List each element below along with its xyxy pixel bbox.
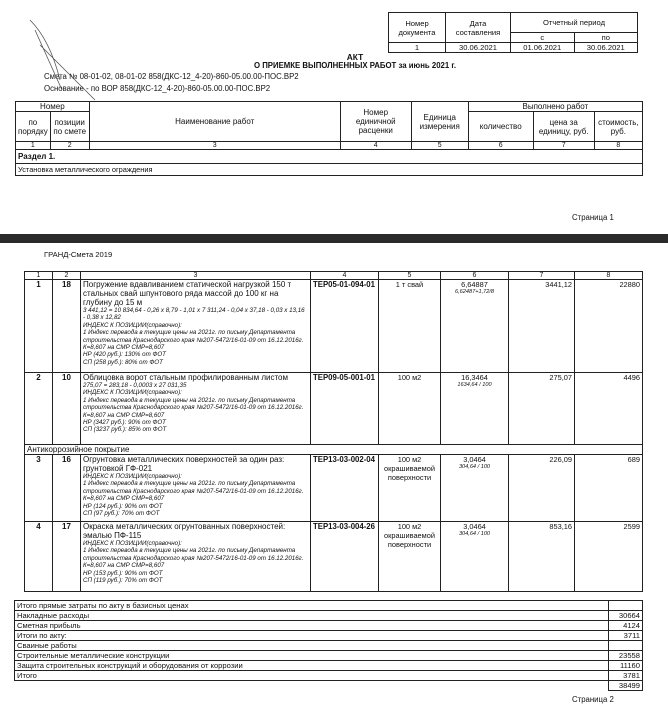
row-position: 18 <box>53 280 81 373</box>
section-title: Раздел 1. <box>16 150 643 164</box>
row-note: 3 441,12 = 10 834,64 - 0,26 x 8,79 - 1,01 x 7 311,24 - 0,04 x 37,18 - 0,03 x 13,16 - 0,38 x 12,82 <box>83 307 305 322</box>
row-note: ИНДЕКС К ПОЗИЦИИ(справочно): <box>83 473 182 480</box>
act-page-2 <box>0 243 668 715</box>
row-code: ТЕР05-01-094-01 <box>311 280 379 373</box>
number-group-header: Номер <box>16 102 90 112</box>
row-order: 3 <box>25 455 53 522</box>
act-table-body <box>24 271 643 592</box>
row-code: ТЕР13-03-002-04 <box>311 455 379 522</box>
period-from-value: 01.06.2021 <box>511 43 575 53</box>
col-num: 6 <box>441 272 509 280</box>
row-order: 4 <box>25 522 53 592</box>
row-note: СП (119 руб.): 70% от ФОТ <box>83 577 163 585</box>
row-price: 275,07 <box>509 373 575 445</box>
col-num: 6 <box>468 142 533 150</box>
row-unit: 100 м2 окрашиваемой поверхности <box>379 522 441 592</box>
total-value <box>609 641 643 651</box>
row-qty-cell <box>441 280 509 373</box>
qty-column-header: количество <box>468 112 533 142</box>
row-price: 3441,12 <box>509 280 575 373</box>
row-name: Окраска металлических огрунтованных поверхностей: эмалью ПФ-115 <box>83 522 286 540</box>
col-num: 8 <box>594 142 642 150</box>
row-note: 1 Индекс перевода в текущие цены на 2021г. по письму Департамента строительства Краснодарского края №207-5472/16-01-09 от 16.12.2016г. К=8,607 на СМР СМР=8,607 <box>83 547 304 570</box>
row-qty-formula: 1634,64 / 100 <box>457 382 492 388</box>
page-number: Страница 1 <box>572 213 614 222</box>
row-order: 2 <box>25 373 53 445</box>
position-column-header: позиции по смете <box>50 112 89 142</box>
row-name-cell <box>81 280 311 373</box>
col-num: 7 <box>533 142 594 150</box>
row-qty-cell <box>441 522 509 592</box>
page-separator <box>0 234 668 243</box>
doc-number-value: 1 <box>389 43 446 53</box>
total-label: Итоги по акту: <box>15 631 609 641</box>
row-price: 853,16 <box>509 522 575 592</box>
row-qty-formula: 6,62487+1,72/8 <box>454 289 495 295</box>
unit-column-header: Единица измерения <box>411 102 468 142</box>
total-label: Накладные расходы <box>15 611 609 621</box>
doc-number-label: Номер документа <box>389 13 446 43</box>
act-page-1 <box>0 0 668 234</box>
total-label: Итого <box>15 671 609 681</box>
subsection-title: Установка металлического ограждения <box>16 164 643 176</box>
row-position: 16 <box>53 455 81 522</box>
basis-line: Основание - по ВОР 858(ДКС-12_4-20)-860-05.00.00-ПОС.ВР2 <box>44 84 271 93</box>
total-value <box>609 601 643 611</box>
row-note: 275,07 = 283,18 - 0,0003 x 27 031,35 <box>83 382 187 389</box>
period-to-label: по <box>574 33 638 43</box>
row-note: 1 Индекс перевода в текущие цены на 2021г. по письму Департамента строительства Краснодарского края №207-5472/16-01-09 от 16.12.2016г. К=8,607 на СМР СМР=8,607 <box>83 329 304 352</box>
subsection-title: Антикоррозийное покрытие <box>25 445 643 455</box>
total-label: Итого прямые затраты по акту в базисных ценах <box>15 601 609 611</box>
row-code: ТЕР09-05-001-01 <box>311 373 379 445</box>
program-name: ГРАНД-Смета 2019 <box>44 250 113 259</box>
table-row <box>25 373 643 445</box>
total-value: 4124 <box>609 621 643 631</box>
row-cost: 4496 <box>575 373 643 445</box>
row-note: 1 Индекс перевода в текущие цены на 2021г. по письму Департамента строительства Краснодарского края №207-5472/16-01-09 от 16.12.2016г. К=8,607 на СМР СМР=8,607 <box>83 480 304 503</box>
col-num: 5 <box>411 142 468 150</box>
row-name-cell <box>81 455 311 522</box>
col-num: 4 <box>311 272 379 280</box>
col-num: 1 <box>25 272 53 280</box>
total-value: 38499 <box>609 681 643 691</box>
row-note: ИНДЕКС К ПОЗИЦИИ(справочно): <box>83 321 182 329</box>
row-note: СП (97 руб.): 70% от ФОТ <box>83 510 160 518</box>
totals-table <box>14 600 643 691</box>
smeta-line: Смета № 08-01-02, 08-01-02 858(ДКС-12_4-20)-860-05.00.00-ПОС.ВР2 <box>44 72 299 81</box>
row-position: 17 <box>53 522 81 592</box>
act-table-header <box>15 101 643 176</box>
total-label: Строительные металлические конструкции <box>15 651 609 661</box>
row-cost: 2599 <box>575 522 643 592</box>
row-unit: 100 м2 <box>379 373 441 445</box>
row-note: СП (258 руб.): 80% от ФОТ <box>83 358 163 366</box>
total-value: 3781 <box>609 671 643 681</box>
row-unit: 100 м2 окрашиваемой поверхности <box>379 455 441 522</box>
row-order: 1 <box>25 280 53 373</box>
total-label: Сметная прибыль <box>15 621 609 631</box>
total-label: Сваиные работы <box>15 641 609 651</box>
row-note: 1 Индекс перевода в текущие цены на 2021г. по письму Департамента строительства Краснодарского края №207-5472/16-01-09 от 16.12.2016г. К=8,607 на СМР СМР=8,607 <box>83 396 304 419</box>
row-unit: 1 т свай <box>379 280 441 373</box>
total-value: 11160 <box>609 661 643 671</box>
period-from-label: с <box>511 33 575 43</box>
row-note: ИНДЕКС К ПОЗИЦИИ(справочно): <box>83 540 182 547</box>
cost-column-header: стоимость, руб. <box>594 112 642 142</box>
col-num: 3 <box>89 142 340 150</box>
name-column-header: Наименование работ <box>89 102 340 142</box>
total-value: 30664 <box>609 611 643 621</box>
col-num: 4 <box>340 142 411 150</box>
row-note: НР (420 руб.): 130% от ФОТ <box>83 351 166 359</box>
table-row <box>25 455 643 522</box>
row-qty-formula: 304,64 / 100 <box>458 464 491 470</box>
row-note: НР (124 руб.): 90% от ФОТ <box>83 502 163 510</box>
table-row <box>25 522 643 592</box>
row-qty-formula: 304,64 / 100 <box>458 531 491 537</box>
page-number: Страница 2 <box>572 695 614 704</box>
row-note: СП (3237 руб.): 85% от ФОТ <box>83 426 167 434</box>
act-title: АКТ <box>346 52 364 62</box>
row-position: 10 <box>53 373 81 445</box>
doc-date-label: Дата составления <box>446 13 511 43</box>
row-name: Огрунтовка металлических поверхностей за один раз: грунтовкой ГФ-021 <box>83 455 285 473</box>
row-name-cell <box>81 522 311 592</box>
total-label <box>15 681 609 691</box>
row-cost: 22880 <box>575 280 643 373</box>
row-note: НР (3427 руб.): 90% от ФОТ <box>83 419 166 427</box>
price-column-header: цена за единицу, руб. <box>533 112 594 142</box>
order-column-header: по порядку <box>16 112 51 142</box>
col-num: 1 <box>16 142 51 150</box>
col-num: 3 <box>81 272 311 280</box>
row-price: 226,09 <box>509 455 575 522</box>
col-num: 7 <box>509 272 575 280</box>
col-num: 2 <box>53 272 81 280</box>
table-row <box>25 280 643 373</box>
row-note: НР (153 руб.): 90% от ФОТ <box>83 569 163 577</box>
row-name: Облицовка ворот стальным профилированным листом <box>83 373 288 382</box>
row-note: ИНДЕКС К ПОЗИЦИИ(справочно): <box>83 389 182 397</box>
done-group-header: Выполнено работ <box>468 102 642 112</box>
row-qty: 16,3464 <box>461 373 488 382</box>
doc-date-value: 30.06.2021 <box>446 43 511 53</box>
row-qty: 6,64887 <box>461 280 488 289</box>
row-qty: 3,0464 <box>463 455 486 464</box>
row-qty-cell <box>441 373 509 445</box>
row-name: Погружение вдавливанием статической нагрузкой 150 т стальных свай шпунтового ряда массой до 100 кг на глубину до 15 м <box>83 280 292 307</box>
col-num: 5 <box>379 272 441 280</box>
total-value: 23558 <box>609 651 643 661</box>
row-name-cell <box>81 373 311 445</box>
row-qty: 3,0464 <box>463 522 486 531</box>
total-value: 3711 <box>609 631 643 641</box>
col-num: 2 <box>50 142 89 150</box>
col-num: 8 <box>575 272 643 280</box>
row-code: ТЕР13-03-004-26 <box>311 522 379 592</box>
row-qty-cell <box>441 455 509 522</box>
period-to-value: 30.06.2021 <box>574 43 638 53</box>
total-label: Защита строительных конструкций и оборудования от коррозии <box>15 661 609 671</box>
period-label: Отчетный период <box>511 13 638 33</box>
unit-code-column-header: Номер единичной расценки <box>340 102 411 142</box>
act-subtitle: О ПРИЕМКЕ ВЫПОЛНЕННЫХ РАБОТ за июнь 2021 г. <box>253 61 457 70</box>
row-cost: 689 <box>575 455 643 522</box>
